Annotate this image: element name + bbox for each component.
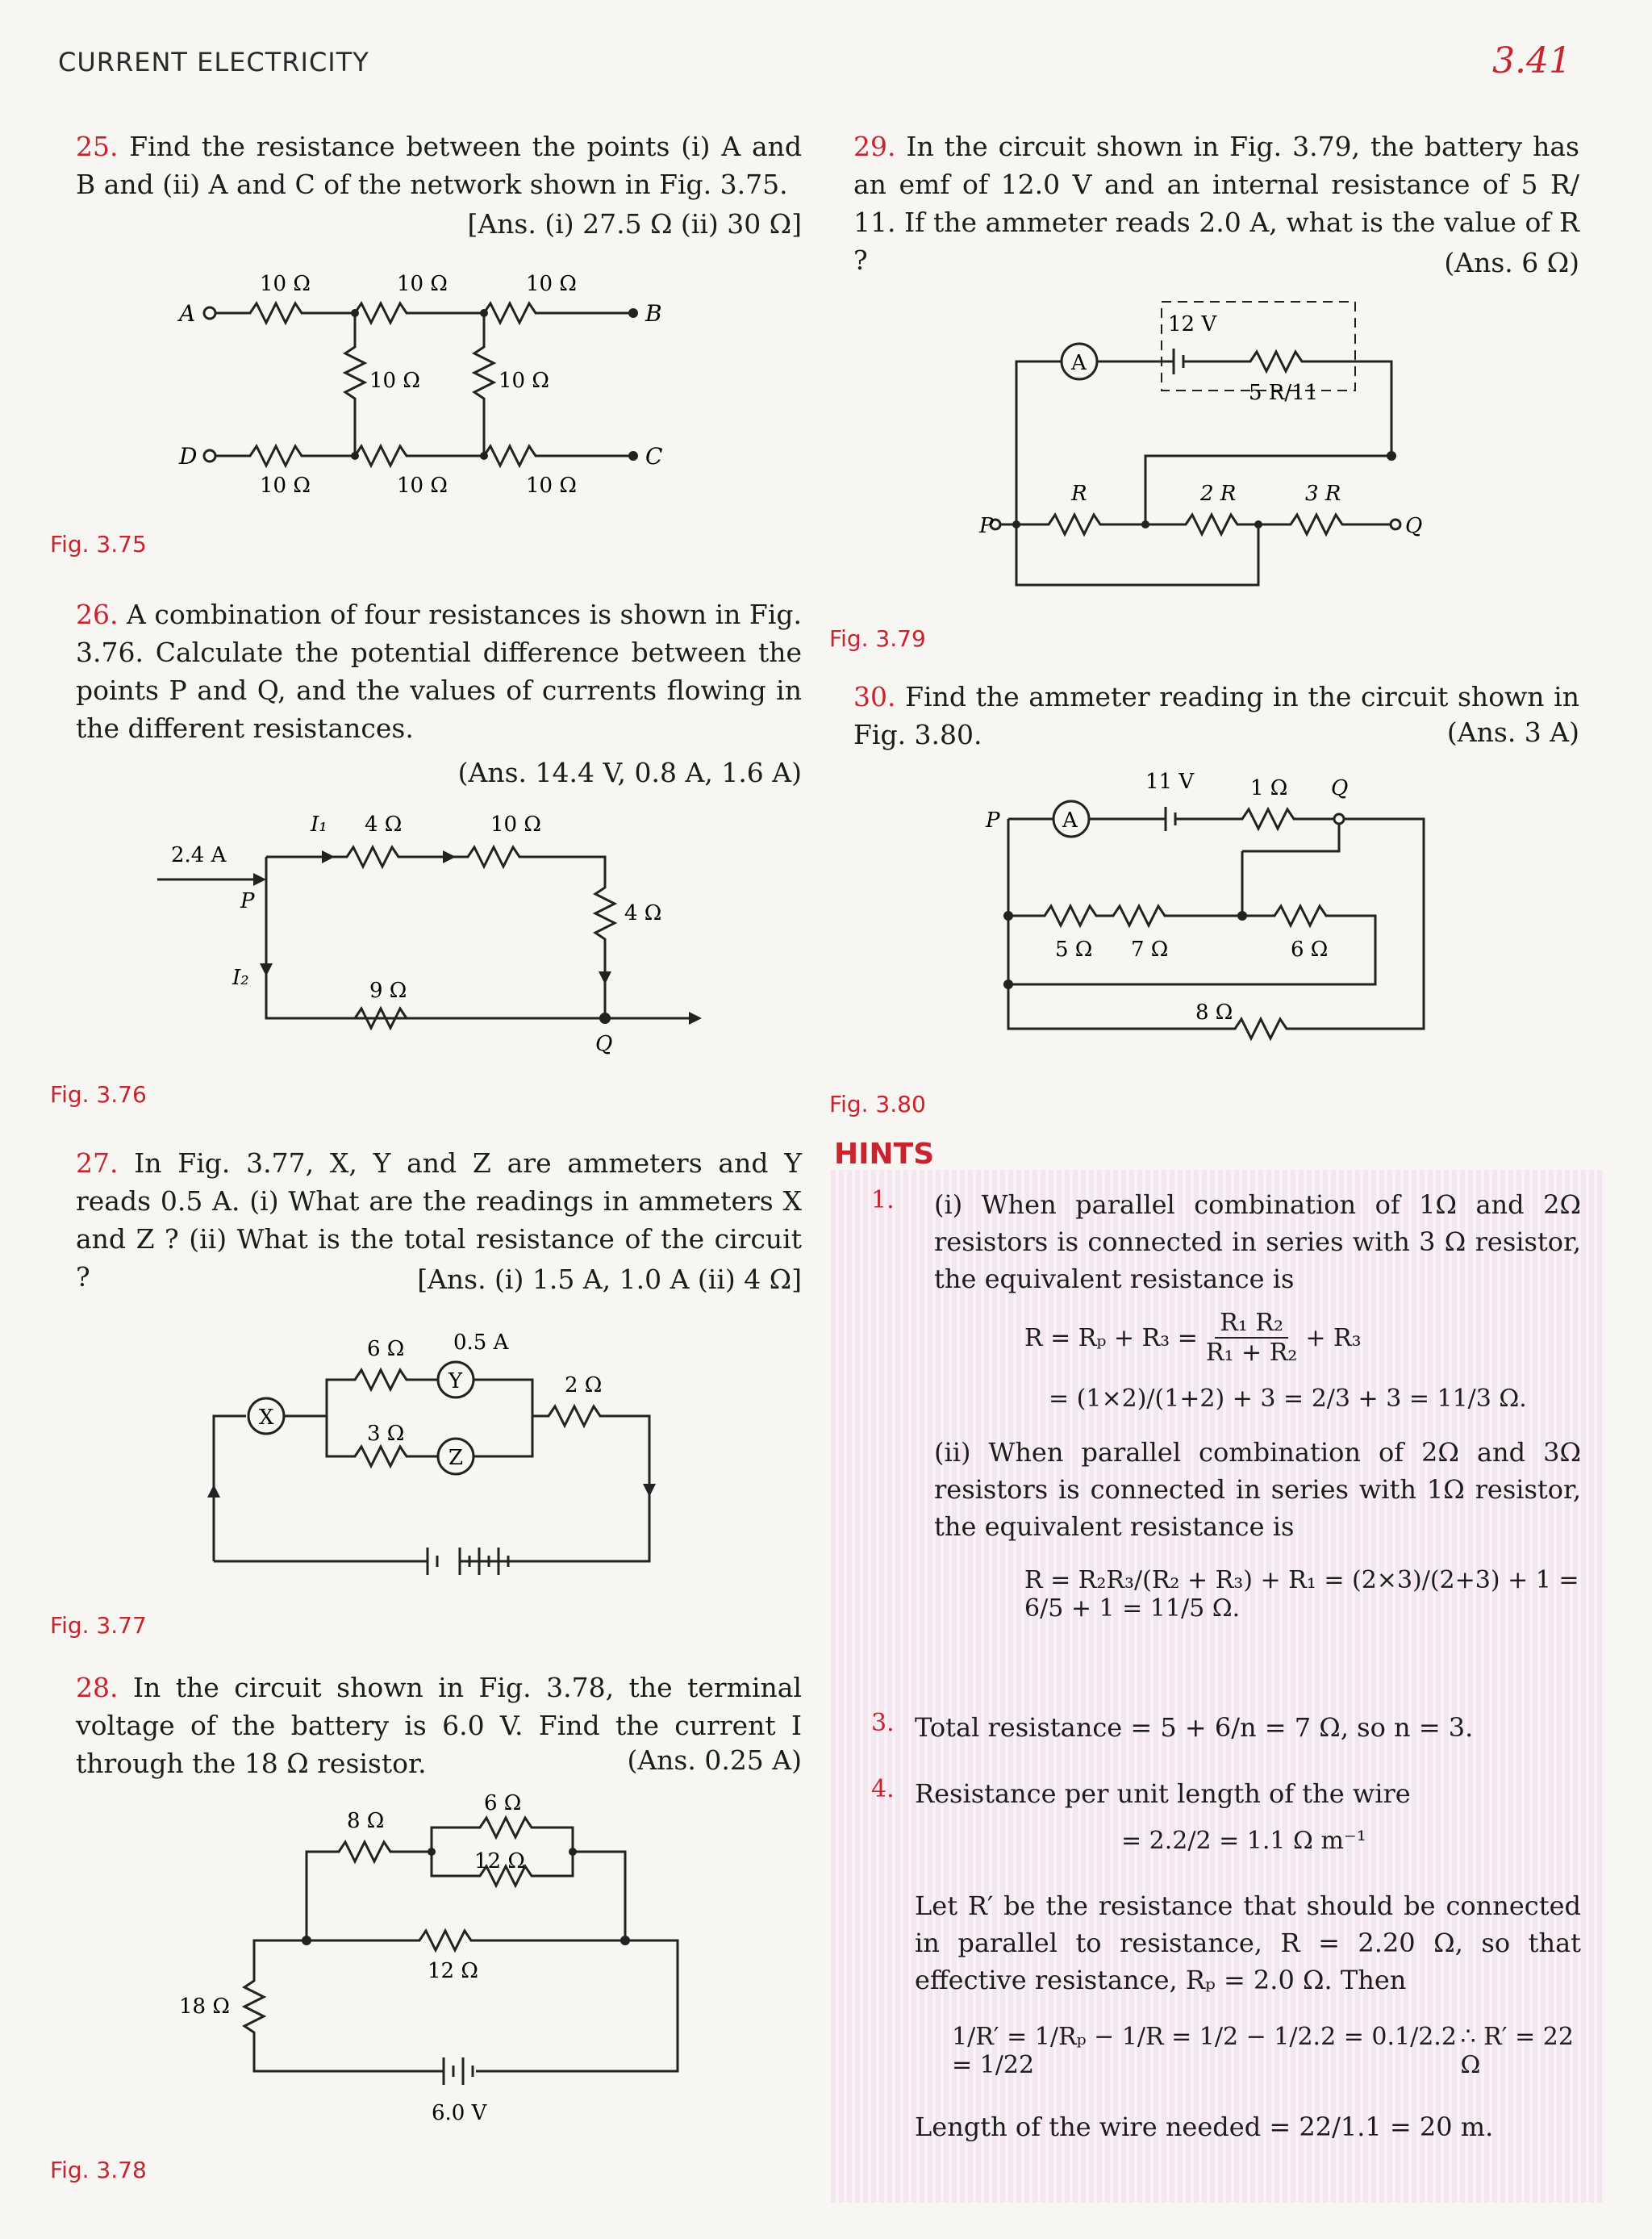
ammeter-x-label: X [259, 1406, 274, 1430]
resistor-label: 10 Ω [526, 272, 577, 296]
battery-label: 6.0 V [432, 2101, 487, 2125]
hint-equation: Length of the wire needed = 22/1.1 = 20 m. [915, 2112, 1494, 2142]
current-label-i1: I₁ [311, 812, 327, 837]
question-text: Find the ammeter reading in the circuit shown in Fig. 3.80. [853, 681, 1579, 750]
question-text: Find the resistance between the points (i) A and B and (ii) A and C of the network shown in Fig. 3.75. [76, 131, 802, 200]
hint-3 [871, 1709, 1581, 1746]
hint-result: ∴ R′ = 22 Ω [1460, 2023, 1574, 2079]
hint-text: Total resistance = 5 + 6/n = 7 Ω, so n = 3. [915, 1712, 1474, 1743]
question-text: In the circuit shown in Fig. 3.78, the terminal voltage of the battery is 6.0 V. Find the current I through the 18 Ω resistor. [76, 1672, 802, 1779]
hint-number: 4. [871, 1775, 895, 1803]
hint-text: Resistance per unit length of the wire [915, 1778, 1411, 1809]
question-25 [76, 127, 802, 203]
resistor-label: 8 Ω [347, 1809, 385, 1833]
figure-caption: Fig. 3.77 [50, 1612, 147, 1639]
resistor-label: 10 Ω [369, 369, 420, 393]
question-text: In Fig. 3.77, X, Y and Z are ammeters and Y reads 0.5 A. (i) What are the readings in ammeters X and Z ? (ii) What is the total resistance of the circuit ? [76, 1147, 802, 1293]
ammeter-y-reading: 0.5 A [453, 1330, 509, 1355]
hint-equation-row [952, 2023, 1581, 2079]
ammeter-y-label: Y [448, 1369, 463, 1393]
hint-equation: 1/R′ = 1/Rₚ − 1/R = 1/2 − 1/2.2 = 0.1/2.2 = 1/22 [952, 2023, 1457, 2079]
equation-part: + R₃ [1305, 1323, 1362, 1352]
ammeter-z-label: Z [448, 1446, 464, 1470]
input-current-label: 2.4 A [171, 843, 227, 867]
resistor-label: 7 Ω [1131, 938, 1169, 962]
hint-number: 3. [871, 1709, 895, 1737]
emf-label: 12 V [1168, 312, 1217, 336]
resistor-label: 10 Ω [499, 369, 549, 393]
resistor-label: 18 Ω [179, 1995, 230, 2019]
resistor-label: 10 Ω [397, 272, 448, 296]
current-label-i2: I₂ [232, 966, 249, 990]
resistor-label: 9 Ω [369, 979, 407, 1003]
question-number: 30. [853, 681, 896, 712]
resistor-label: 4 Ω [624, 901, 662, 925]
page-number: 3.41 [1492, 40, 1571, 81]
fraction [1206, 1309, 1297, 1367]
node-label-d: D [179, 443, 198, 470]
node-label-b: B [645, 300, 662, 327]
node-label-q: Q [1405, 514, 1423, 538]
figure-caption: Fig. 3.79 [829, 625, 926, 652]
resistor-label: 1 Ω [1250, 776, 1288, 800]
hint-text: (i) When parallel combination of 1Ω and 2Ω resistors is connected in series with 3 Ω resistor, the equivalent resistance is [934, 1189, 1581, 1294]
resistor-label: 10 Ω [526, 474, 577, 498]
ammeter-label: A [1071, 351, 1087, 375]
section-title: CURRENT ELECTRICITY [58, 47, 369, 77]
hint-equation: = (1×2)/(1+2) + 3 = 2/3 + 3 = 11/3 Ω. [1049, 1385, 1527, 1413]
node-label-p: P [979, 514, 994, 538]
question-number: 25. [76, 131, 119, 162]
resistor-label: R [1071, 482, 1087, 506]
hints-title: HINTS [834, 1138, 935, 1171]
battery-label: 11 V [1145, 770, 1195, 794]
resistor-label: 2 R [1200, 482, 1237, 506]
question-text: In the circuit shown in Fig. 3.79, the battery has an emf of 12.0 V and an internal resistance of 5 R/ 11. If the ammeter reads 2.0 A, what is the value of R ? [853, 131, 1579, 276]
hint-text: (ii) When parallel combination of 2Ω and 3Ω resistors is connected in series with 1Ω resistor, the equivalent resistance is [934, 1437, 1581, 1542]
resistor-label: 6 Ω [484, 1791, 522, 1815]
denominator: R₁ + R₂ [1205, 1339, 1298, 1367]
node-label-p: P [986, 808, 1000, 833]
numerator: R₁ R₂ [1215, 1309, 1288, 1339]
resistor-label: 5 Ω [1055, 938, 1093, 962]
question-number: 27. [76, 1147, 119, 1179]
hint-4 [871, 1775, 1581, 2142]
ammeter-label: A [1062, 808, 1078, 833]
hint-1 [871, 1186, 1581, 1623]
node-label-a: A [179, 300, 196, 327]
node-label-p: P [240, 889, 255, 913]
question-text: A combination of four resistances is shown in Fig. 3.76. Calculate the potential difference between the points P and Q, and the values of currents flowing in the different resistances. [76, 599, 802, 744]
figure-3-76-circuit [153, 799, 718, 1065]
resistor-label: 6 Ω [1291, 938, 1329, 962]
question-number: 29. [853, 131, 896, 162]
node-label-c: C [645, 443, 663, 470]
internal-resistance-label: 5 R/11 [1249, 381, 1319, 405]
resistor-label: 12 Ω [428, 1959, 478, 1983]
figure-caption: Fig. 3.80 [829, 1091, 926, 1117]
figure-3-75-circuit [161, 266, 710, 508]
question-number: 26. [76, 599, 119, 630]
resistor-label: 10 Ω [260, 272, 311, 296]
equation-part: R = Rₚ + R₃ = [1024, 1323, 1198, 1352]
figure-caption: Fig. 3.75 [50, 531, 147, 558]
resistor-label: 8 Ω [1195, 1000, 1233, 1025]
hint-number: 1. [871, 1186, 895, 1214]
question-26 [76, 595, 802, 747]
resistor-label: 2 Ω [565, 1373, 603, 1397]
resistor-label: 12 Ω [474, 1849, 525, 1873]
hint-text: Let R′ be the resistance that should be connected in parallel to resistance, R = 2.20 Ω, so that effective resistance, Rₚ = 2.0 Ω. Then [915, 1890, 1581, 1995]
hint-equation: = 2.2/2 = 1.1 Ω m⁻¹ [1121, 1827, 1366, 1855]
figure-3-80-circuit [984, 762, 1444, 1069]
question-number: 28. [76, 1672, 119, 1703]
answer: [Ans. (i) 1.5 A, 1.0 A (ii) 4 Ω] [417, 1264, 802, 1295]
answer: [Ans. (i) 27.5 Ω (ii) 30 Ω] [467, 208, 802, 240]
answer: (Ans. 0.25 A) [627, 1744, 802, 1776]
resistor-label: 6 Ω [367, 1337, 405, 1361]
answer: (Ans. 3 A) [1446, 716, 1579, 748]
resistor-label: 10 Ω [260, 474, 311, 498]
node-label-q: Q [595, 1032, 613, 1056]
figure-caption: Fig. 3.78 [50, 2157, 147, 2183]
figure-3-77-circuit [194, 1323, 678, 1581]
figure-caption: Fig. 3.76 [50, 1081, 147, 1108]
resistor-label: 10 Ω [397, 474, 448, 498]
resistor-label: 3 Ω [367, 1422, 405, 1446]
node-label-q: Q [1331, 776, 1349, 800]
resistor-label: 10 Ω [490, 812, 541, 837]
answer: (Ans. 14.4 V, 0.8 A, 1.6 A) [457, 757, 802, 788]
resistor-label: 4 Ω [365, 812, 403, 837]
hint-equation [1024, 1309, 1581, 1367]
figure-3-79-circuit [979, 290, 1436, 597]
hint-equation: R = R₂R₃/(R₂ + R₃) + R₁ = (2×3)/(2+3) + 1 = 6/5 + 1 = 11/5 Ω. [1024, 1566, 1579, 1623]
resistor-label: 3 R [1305, 482, 1341, 506]
figure-3-78-circuit [161, 1791, 726, 2134]
answer: (Ans. 6 Ω) [1444, 247, 1579, 278]
